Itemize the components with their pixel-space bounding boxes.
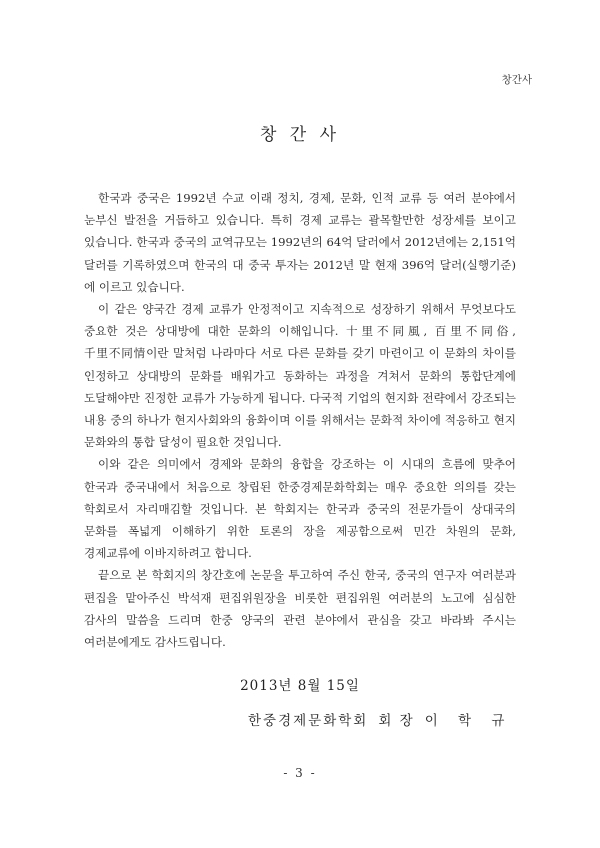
signature-line — [248, 709, 512, 729]
paragraph-2: 이 같은 양국간 경제 교류가 안정적이고 지속적으로 성장하기 위해서 무엇보다도 중요한 것은 상대방에 대한 문화의 이해입니다. 十里不同風, 百里不同俗, 千里不同情이란 말처럼 나라마다 서로 다른 문화를 갖기 마련이고 이 문화의 차이를 인정하고 상대방의 문화를 배워가고 동화하는 과정을 겨쳐서 문화의 통합단계에 도달해야만 진정한 교류가 가능하게 됩니다. 다국적 기업의 현지화 전략에서 강조되는 내용 중의 하나가 현지사회와의 융화이며 이를 위해서는 문화적 차이에 적응하고 현지 문화와의 통합 달성이 필요한 것입니다. — [84, 302, 516, 450]
signature-organization: 한중경제문화학회 — [248, 713, 369, 729]
running-header: 창간사 — [501, 74, 532, 86]
page-number: - 3 - — [283, 766, 317, 780]
page-title: 창 간 사 — [259, 125, 341, 145]
signature-name: 이 학 규 — [424, 713, 513, 729]
paragraph-4: 끝으로 본 학회지의 창간호에 논문을 투고하여 주신 한국, 중국의 연구자 여러분과 편집을 맡아주신 박석재 편집위원장을 비롯한 편집위원 여러분의 노고에 심심한 감사의 말씀을 드리며 한중 양국의 관련 분야에서 관심을 갖고 바라봐 주시는 여러분에게도 감사드립니다. — [84, 568, 516, 650]
body-text — [84, 187, 516, 653]
signature-role: 회 장 — [378, 713, 415, 729]
paragraph-3: 이와 같은 의미에서 경제와 문화의 융합을 강조하는 이 시대의 흐름에 맞추어 한국과 중국내에서 처음으로 창립된 한중경제문화학회는 매우 중요한 의의를 갖는 학회로서 자리매김할 것입니다. 본 학회지는 한국과 중국의 전문가들이 상대국의 문화를 폭넓게 이해하기 위한 토론의 장을 제공함으로써 민간 차원의 문화, 경제교류에 이바지하려고 합니다. — [84, 457, 516, 561]
date-line: 2013년 8월 15일 — [240, 678, 360, 694]
paragraph-1: 한국과 중국은 1992년 수교 이래 정치, 경제, 문화, 인적 교류 등 여러 분야에서 눈부신 발전을 거듭하고 있습니다. 특히 경제 교류는 괄목할만한 성장세를 보이고 있습니다. 한국과 중국의 교역규모는 1992년의 64억 달러에서 2012년에는 2,151억 달러를 기록하였으며 한국의 대 중국 투자는 2012년 말 현재 396억 달러(실행기준)에 이르고 있습니다. — [84, 191, 516, 294]
